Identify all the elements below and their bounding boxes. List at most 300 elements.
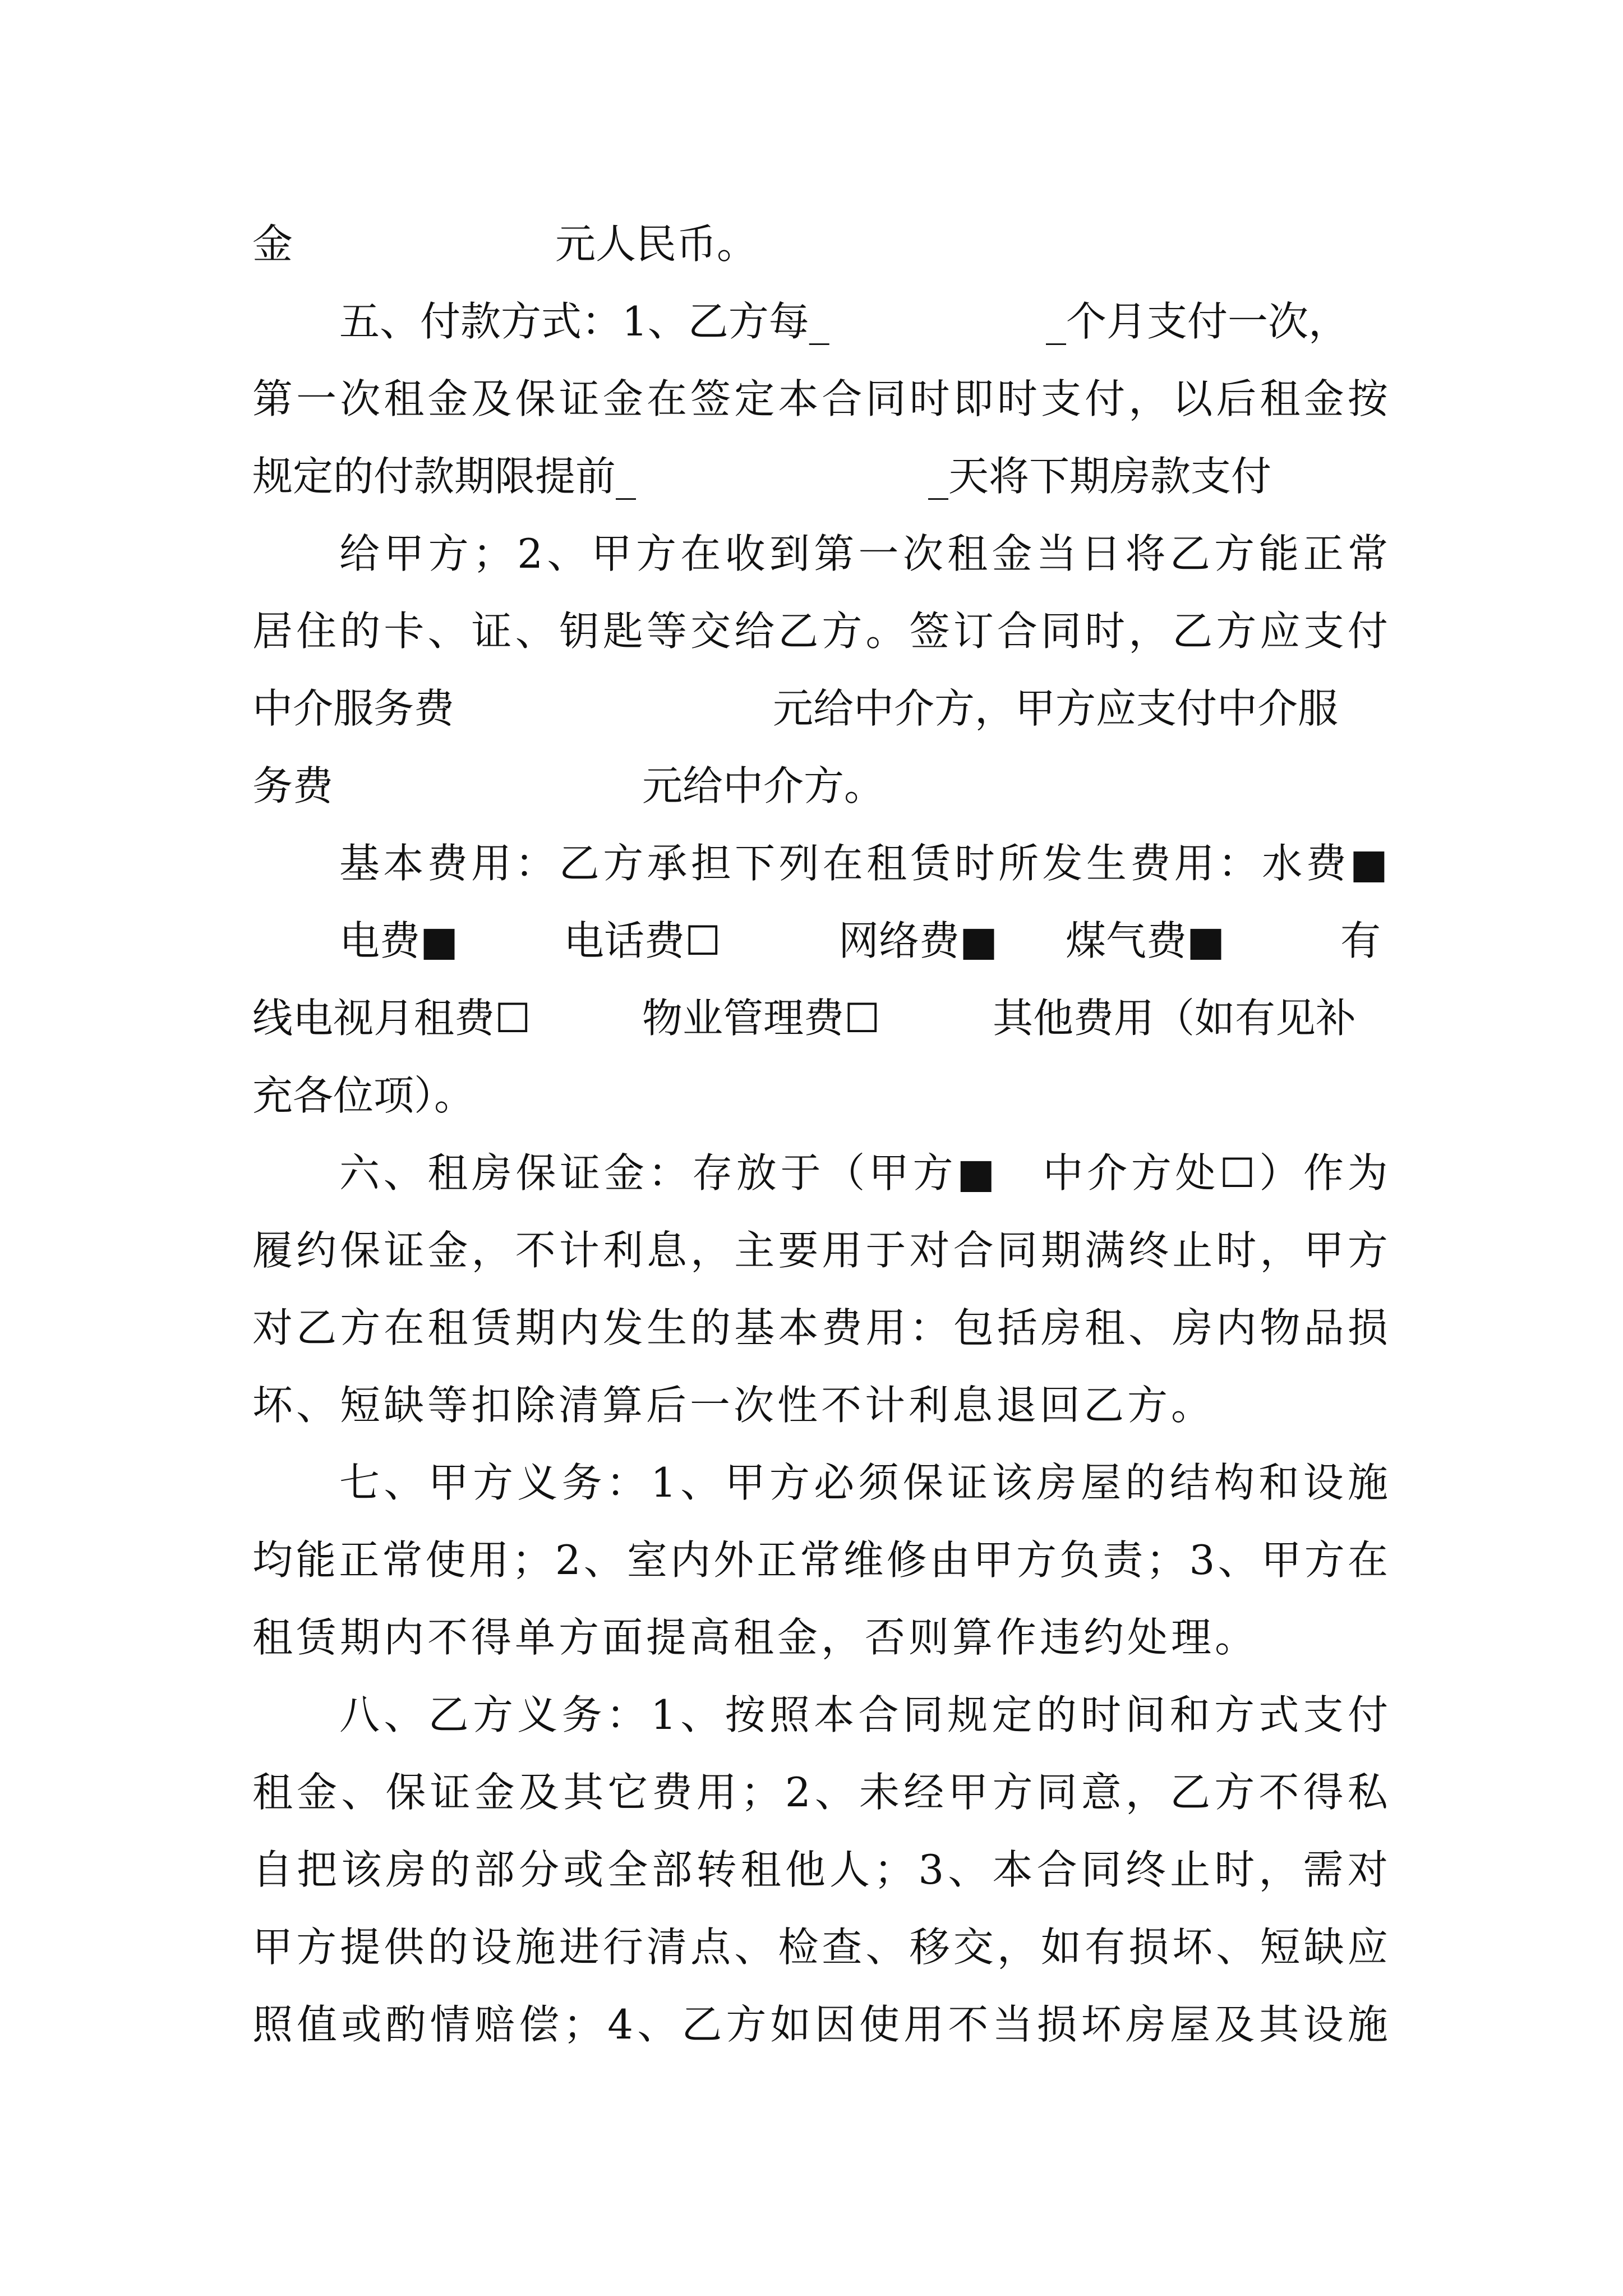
text-char: 房 [1125,2001,1166,2048]
text-char: 甲 [428,1459,469,1506]
text-char: 主 [734,1227,775,1274]
text-char: 的 [690,1304,731,1351]
text-char: 正 [339,1536,380,1584]
text-char: 如 [770,2001,811,2048]
text-char: 有 [1085,1924,1126,1971]
text-char: 、 [384,1691,425,1738]
text-char: 付 [1347,1691,1388,1738]
text-segment: 元给中介方，甲方应支付中介服 [773,685,1339,732]
text-char: 合 [822,375,863,422]
text-char: 正 [757,1536,797,1584]
text-line [339,1676,1388,1754]
text-char: 损 [1347,1304,1388,1351]
text-char: 方 [992,1769,1033,1816]
text-char: ， [1128,608,1169,655]
text-char: 证 [430,1769,471,1816]
text-char: 方 [1131,1149,1172,1197]
text-char: 房 [471,1149,512,1197]
text-char: 日 [1081,530,1122,577]
text-char: 规 [947,1691,988,1738]
text-line [339,514,1388,593]
text-char: 甲 [252,1924,293,1971]
text-char: 由 [929,1536,970,1584]
text-char: 、 [427,608,468,655]
text-char: 分 [518,1846,559,1893]
text-char: 因 [814,2001,855,2048]
text-char: 进 [559,1924,600,1971]
text-char: 品 [1303,1304,1344,1351]
text-char: 合 [953,1227,994,1274]
text-char: 金 [297,1769,338,1816]
text-segment: 元人民币。 [555,220,758,268]
text-char: 止 [1172,1227,1213,1274]
text-char: 的 [1036,1691,1077,1738]
text-char: 提 [340,1924,381,1971]
text-char: ， [1260,1227,1301,1274]
text-char: 及 [1214,2001,1255,2048]
text-char: 方 [822,608,863,655]
text-char: 同 [865,375,906,422]
text-segment: 务费 [252,762,334,809]
text-char: 方 [1304,1536,1345,1584]
text-char: 。 [865,608,906,655]
text-char: 2 [555,1536,581,1584]
text-char: 甲 [948,1769,989,1816]
text-char: 本 [383,840,424,887]
text-char: ， [1128,375,1169,422]
text-char: 用 [471,840,512,887]
text-char: 、 [383,1149,424,1197]
text-char: 或 [341,2001,382,2048]
text-char: 常 [800,1536,841,1584]
text-char: 内 [1216,1304,1257,1351]
text-char: 方 [726,2001,767,2048]
text-char: 需 [1303,1846,1344,1893]
text-char: 在 [1347,1536,1388,1584]
text-char: 合 [997,608,1038,655]
text-char: 室 [626,1536,667,1584]
text-char: 方 [428,530,469,577]
text-char: ： [606,1691,647,1738]
text-char: 该 [341,1846,382,1893]
text-char: 时 [1216,1227,1257,1274]
text-char: 当 [1036,530,1077,577]
text-char: 履 [252,1227,293,1274]
text-char: 交 [953,1924,994,1971]
text-char: 维 [843,1536,884,1584]
text-char: 终 [1125,1846,1166,1893]
text-line [252,1985,1388,2064]
text-line [0,747,1623,825]
text-char: 方 [1016,1536,1057,1584]
text-char: 方 [472,1459,513,1506]
text-char: 保 [902,1459,943,1506]
text-line [252,1753,1388,1832]
text-char: 方 [1347,1227,1388,1274]
text-char: 短 [1260,1924,1301,1971]
text-char: 保 [385,1769,426,1816]
text-char: 损 [1036,2001,1077,2048]
text-char: 卡 [384,608,425,655]
text-char: 保 [515,1149,556,1197]
text-char: 、 [384,1459,425,1506]
text-line [0,669,1623,748]
text-char: 务 [561,1459,602,1506]
text-char: 保 [515,375,556,422]
text-char: 的 [430,1846,471,1893]
text-char: 其 [1258,2001,1299,2048]
text-char: ■ [957,1149,995,1197]
text-char: ☐ [1219,1149,1256,1197]
text-char: 须 [858,1459,899,1506]
text-char: 、 [515,608,556,655]
text-char: 设 [1303,1459,1344,1506]
text-char: 照 [769,1691,810,1738]
text-char: 时 [954,840,995,887]
text-char: 、 [1128,1304,1169,1351]
text-char: 能 [1258,530,1299,577]
text-segment: 租赁期内不得单方面提高租金，否则算作违约处理。 [252,1614,1259,1661]
text-char: 及 [518,1769,559,1816]
text-line [252,360,1388,438]
text-char: 租 [1260,375,1301,422]
text-char: ； [740,1769,781,1816]
text-char: 查 [822,1924,863,1971]
text-segment: _天将下期房款支付 [928,453,1272,500]
text-char: 七 [339,1459,380,1506]
text-char: 4 [607,2001,634,2048]
text-char: 期 [515,1304,556,1351]
text-char: 签 [690,375,731,422]
text-char: 该 [992,1459,1032,1506]
text-char: 经 [903,1769,944,1816]
text-char [999,1134,1039,1212]
text-char: 时 [997,375,1038,422]
text-char: 金 [603,1149,644,1197]
text-char: 金 [427,1227,468,1274]
text-char: 时 [909,375,950,422]
text-char: 发 [1042,840,1083,887]
text-char: 方 [603,840,644,887]
text-char: 乙 [1169,530,1210,577]
text-char: 将 [1125,530,1166,577]
text-char: 约 [296,1227,337,1274]
text-char: 本 [814,1691,855,1738]
text-segment: 金 [252,220,293,268]
text-line [0,1598,1623,1677]
text-char: 构 [1214,1459,1255,1506]
text-char: 房 [1036,1459,1077,1506]
text-char: ； [563,2001,604,2048]
text-char: ： [648,1149,689,1197]
text-char: 责 [1103,1536,1144,1584]
text-char: 修 [886,1536,927,1584]
text-char: 使 [425,1536,466,1584]
text-char: 损 [1128,1924,1169,1971]
text-char: 同 [1081,1846,1122,1893]
text-segment: 电话费☐ [564,917,721,964]
text-char: 的 [1125,1459,1166,1506]
text-char: 甲 [868,1149,909,1197]
text-segment: 充各位项）。 [252,1072,475,1119]
text-char: 次 [902,530,943,577]
text-char: 利 [602,1227,643,1274]
text-char: 自 [252,1846,293,1893]
text-char: 、 [341,1769,382,1816]
text-char: 列 [778,840,819,887]
text-line [0,1056,1623,1135]
text-char: 乙 [681,2001,722,2048]
text-char: 金 [1303,375,1344,422]
text-char: 六 [339,1149,380,1197]
text-line [252,1211,1388,1290]
text-char: 等 [646,608,687,655]
text-char: 付 [1347,608,1388,655]
text-char: 金 [992,530,1032,577]
text-char: 全 [607,1846,648,1893]
text-char: 处 [1175,1149,1216,1197]
text-char: 方 [296,1924,337,1971]
text-char: 能 [296,1536,336,1584]
text-char: 即 [953,375,994,422]
text-line [0,437,1623,516]
text-char: 同 [997,1227,1038,1274]
text-char: 乙 [559,840,600,887]
text-segment: _个月支付一次， [1046,298,1349,345]
text-char: 照 [252,2001,293,2048]
text-char: 要 [778,1227,819,1274]
text-char: ； [472,530,513,577]
text-char: 给 [339,530,380,577]
text-char: 负 [1059,1536,1100,1584]
text-char: ： [606,1459,647,1506]
text-char: 同 [1036,1769,1077,1816]
text-char: 检 [778,1924,819,1971]
text-char: 应 [1260,608,1301,655]
text-char: 3 [918,1846,944,1893]
text-segment: 煤气费■ [1066,917,1225,964]
text-char: 值 [297,2001,338,2048]
text-char: 常 [1347,530,1388,577]
text-char: 乙 [778,608,819,655]
text-char: 乙 [1170,1769,1211,1816]
text-char: 对 [909,1227,950,1274]
text-char: 外 [713,1536,754,1584]
text-char: 1 [651,1459,676,1506]
text-char: 对 [252,1304,293,1351]
text-char: 、 [637,2001,678,2048]
text-line [0,1366,1623,1444]
text-char: 甲 [1261,1536,1302,1584]
text-char: 如 [1040,1924,1081,1971]
text-char: 下 [735,840,776,887]
text-char: 生 [646,1304,687,1351]
text-char: 缺 [1303,1924,1344,1971]
text-char: 得 [1303,1769,1344,1816]
text-char: 时 [1214,1846,1255,1893]
text-char: 私 [1347,1769,1388,1816]
text-char: 在 [822,840,863,887]
text-char: 当 [992,2001,1033,2048]
text-char: 2 [517,530,543,577]
text-char: 匙 [602,608,643,655]
text-char: 金 [602,375,643,422]
text-char: 意 [1081,1769,1122,1816]
text-char: 物 [1260,1304,1301,1351]
text-char: 坏 [1172,1924,1213,1971]
text-char: 订 [953,608,994,655]
text-char: 住 [296,608,337,655]
text-char: 、 [814,1769,855,1816]
text-char: 赁 [471,1304,512,1351]
text-line [252,1521,1388,1599]
text-char: 、 [680,1459,721,1506]
text-char: 的 [340,608,381,655]
text-segment: 规定的付款期限提前_ [252,453,637,500]
text-char: 务 [561,1691,602,1738]
text-char: 1 [651,1691,676,1738]
text-line [339,1443,1388,1522]
text-char: 供 [384,1924,425,1971]
text-char: 合 [1036,1846,1077,1893]
text-line [252,1289,1388,1367]
text-line [0,979,1623,1057]
text-char: 合 [858,1691,899,1738]
text-char: 费 [1306,840,1347,887]
text-char: 、 [734,1924,775,1971]
text-char: 点 [690,1924,731,1971]
text-char: 施 [1347,2001,1388,2048]
text-char: 止 [1170,1846,1211,1893]
text-char: 包 [953,1304,994,1351]
text-char: 费 [1130,840,1171,887]
text-char: 本 [778,375,819,422]
text-segment: 网络费■ [838,917,998,964]
text-char: 定 [992,1691,1032,1738]
text-char: 方 [1216,608,1257,655]
text-char: 、 [547,530,588,577]
text-char: 行 [602,1924,643,1971]
text-char: 及 [471,375,512,422]
text-char: ■ [1349,840,1388,887]
text-char: 应 [1347,1924,1388,1971]
text-char: ， [690,1227,731,1274]
text-char: 按 [1347,375,1388,422]
text-char: 常 [382,1536,423,1584]
text-line [252,592,1388,670]
text-char: ， [1258,1846,1299,1893]
text-char: 用 [822,1227,863,1274]
text-line [339,824,1388,903]
text-char: 部 [474,1846,515,1893]
text-segment: 物业管理费☐ [642,995,880,1042]
text-char: 放 [736,1149,777,1197]
text-char: 同 [1040,608,1081,655]
text-line [252,1908,1388,1986]
text-char: 存 [692,1149,733,1197]
text-char: 生 [1086,840,1127,887]
text-char: 证 [560,1149,601,1197]
text-char: 施 [1347,1459,1388,1506]
text-segment: 其他费用（如有见补 [993,995,1357,1042]
text-char: ， [1125,1769,1166,1816]
text-char: 支 [1303,608,1344,655]
text-char: 租 [427,1149,468,1197]
text-char: 必 [814,1459,855,1506]
text-char: 证 [559,375,600,422]
text-char: 为 [1347,1149,1388,1197]
text-char: 屋 [1170,2001,1211,2048]
text-char: 甲 [1303,1227,1344,1274]
text-char: 或 [563,1846,604,1893]
text-char: 租 [427,1304,468,1351]
text-line [339,1134,1388,1212]
text-char: 情 [430,2001,471,2048]
text-char: 租 [384,375,425,422]
text-char: 费 [427,840,468,887]
text-char: 、 [680,1691,721,1738]
text-char: 以 [1172,375,1213,422]
text-char: 乙 [428,1691,469,1738]
text-char: ， [471,1227,512,1274]
text-char: 和 [1169,1691,1210,1738]
text-char: ： [909,1304,950,1351]
text-char: 、 [583,1536,624,1584]
text-char: 部 [652,1846,693,1893]
text-char: 发 [602,1304,643,1351]
text-char: 施 [515,1924,556,1971]
text-char: ： [515,840,556,887]
text-char: 不 [515,1227,556,1274]
text-char: 中 [1043,1149,1083,1197]
text-char: 介 [1087,1149,1128,1197]
text-char: 同 [902,1691,943,1738]
text-char: 用 [696,1769,737,1816]
text-char: 设 [1303,2001,1344,2048]
text-char: 乙 [1172,608,1213,655]
text-segment: 五、付款方式：1、乙方每_ [339,298,829,345]
text-line [0,901,1623,980]
text-segment: 坏、短缺等扣除清算后一次性不计利息退回乙方。 [252,1382,1215,1429]
text-char: 房 [1040,1304,1081,1351]
text-char: 息 [646,1227,687,1274]
text-char: 方 [912,1149,953,1197]
text-char: 证 [471,608,512,655]
text-segment: 有 [1340,917,1381,964]
text-char: 式 [1258,1691,1299,1738]
text-char: 金 [427,375,468,422]
text-char: 的 [427,1924,468,1971]
text-char: （ [824,1149,865,1197]
text-char: 用 [903,2001,944,2048]
text-char: 计 [559,1227,600,1274]
text-char: 租 [866,840,907,887]
text-char: 证 [947,1459,988,1506]
text-char: 保 [340,1227,381,1274]
text-char: 在 [384,1304,425,1351]
text-char: 费 [652,1769,693,1816]
text-segment: 电费■ [339,917,459,964]
text-char: 和 [1258,1459,1299,1506]
text-char: ） [1259,1149,1300,1197]
text-segment: 元给中介方。 [642,762,885,809]
text-char: 第 [252,375,293,422]
text-char: 坏 [1081,2001,1122,2048]
text-char: 方 [472,1691,513,1738]
text-char: 付 [1085,375,1126,422]
text-char: 八 [339,1691,380,1738]
text-char: 他 [785,1846,826,1893]
